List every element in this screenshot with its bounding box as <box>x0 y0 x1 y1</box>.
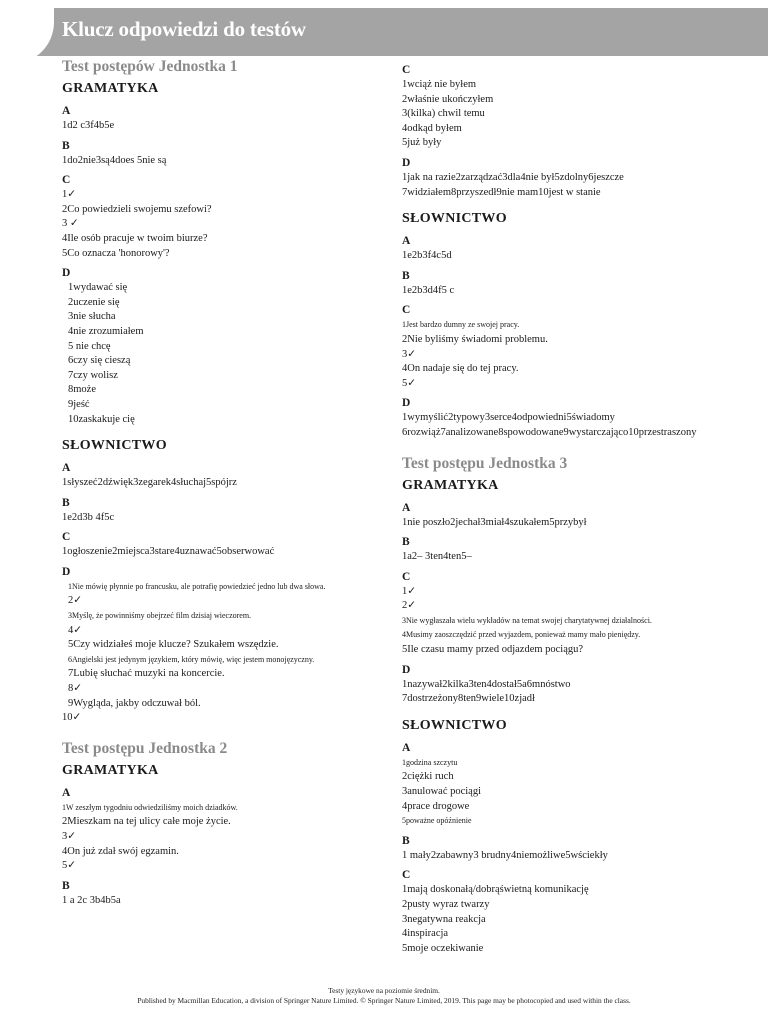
section <box>62 762 392 909</box>
exercise <box>402 235 742 264</box>
exercise-label: B <box>402 536 410 549</box>
answer-line: 6Angielski jest jedynym językiem, który mówię, więc jestem monojęzyczny. <box>68 654 315 664</box>
answer-line: 2Nie byliśmy świadomi problemu. <box>402 333 548 345</box>
section-title: SŁOWNICTWO <box>402 717 507 733</box>
exercise-label: B <box>402 269 410 282</box>
exercise-label: A <box>62 786 71 799</box>
test-title: Test postępów Jednostka 1 <box>62 58 238 75</box>
exercise <box>402 502 742 531</box>
answer-line: 5już były <box>402 137 442 149</box>
test-block <box>402 64 742 441</box>
answer-line: 4On już zdał swój egzamin. <box>62 845 179 857</box>
exercise-label: A <box>402 501 411 514</box>
answer-line: 1e2d3b 4f5c <box>62 511 115 523</box>
answer-line: 4inspiracja <box>402 928 449 940</box>
exercise-label: A <box>62 105 71 117</box>
exercise <box>402 270 742 299</box>
exercise-label: D <box>402 397 411 410</box>
test-spacer <box>402 441 742 455</box>
answer-line: 3 ✓ <box>62 218 79 230</box>
test-title: Test postępu Jednostka 3 <box>402 454 568 472</box>
section <box>402 717 742 957</box>
answer-line: 3✓ <box>62 831 77 842</box>
answer-line: 7widziałem8przyszedł9nie mam10jest w stanie <box>402 186 601 198</box>
answer-line: 1a2– 3ten4ten5– <box>402 551 472 563</box>
exercise <box>62 462 392 491</box>
answer-line: 2Co powiedzieli swojemu szefowi? <box>62 203 212 215</box>
exercise-label: D <box>402 663 411 676</box>
exercise-label: C <box>402 869 411 882</box>
answer-line: 3✓ <box>402 348 417 360</box>
exercise-label: B <box>62 879 70 892</box>
exercise <box>62 787 392 874</box>
exercise <box>402 664 742 707</box>
answer-line: 2uczenie się <box>68 296 120 308</box>
exercise-label: A <box>402 235 411 248</box>
footer-line-2: Published by Macmillan Education, a division of Springer Nature Limited. © Springer Nature Limited, 2019. This page may be photocopied and used within the class. <box>137 995 631 1005</box>
answer-line: 5poważne opóźnienie <box>402 816 472 826</box>
answer-line: 4On nadaje się do tej pracy. <box>402 363 519 375</box>
test-block <box>402 455 742 957</box>
answer-line: 1✓ <box>402 585 417 597</box>
answer-line: 8może <box>68 384 96 396</box>
answer-line: 4✓ <box>68 624 83 636</box>
test-block <box>62 740 392 909</box>
header-bar <box>0 8 768 56</box>
section <box>402 210 742 440</box>
answer-line: 2✓ <box>402 600 417 612</box>
answer-line: 9Wygląda, jakby odczuwał ból. <box>68 697 201 709</box>
answer-line: 5moje oczekiwanie <box>402 942 484 954</box>
answer-line: 4prace drogowe <box>402 800 470 812</box>
exercise <box>402 64 742 151</box>
exercise <box>402 835 742 864</box>
answer-line: 5✓ <box>62 860 77 872</box>
answer-line: 5Co oznacza 'honorowy'? <box>62 247 170 259</box>
answer-line: 6rozwiąż7analizowane8spowodowane9wystarczająco10przestraszony <box>402 426 697 438</box>
exercise-label: D <box>62 267 71 280</box>
exercise-label: D <box>402 156 411 169</box>
exercise-label: B <box>62 139 70 152</box>
exercise-label: A <box>402 741 411 754</box>
answer-line: 3anulować pociągi <box>402 786 482 798</box>
right-column <box>402 58 742 956</box>
answer-line: 1d2 c3f4b5e <box>62 120 115 131</box>
answer-line: 4nie zrozumiałem <box>68 325 144 337</box>
test-spacer <box>62 726 392 740</box>
answer-line: 1jak na razie2zarządzać3dla4nie był5zdolny6jeszcze <box>402 171 624 183</box>
section-title: GRAMATYKA <box>62 762 159 778</box>
answer-line: 10✓ <box>62 712 82 724</box>
exercise <box>62 566 392 726</box>
answer-line: 7Lubię słuchać muzyki na koncercie. <box>68 668 225 680</box>
exercise-label: C <box>402 304 411 317</box>
answer-line: 4Ile osób pracuje w twoim biurze? <box>62 232 208 244</box>
exercise-label: C <box>402 64 411 76</box>
answer-line: 5✓ <box>402 377 417 389</box>
answer-line: 1e2b3f4c5d <box>402 250 452 262</box>
answer-line: 1godzina szczytu <box>402 757 458 767</box>
answer-line: 7czy wolisz <box>68 369 118 381</box>
section <box>402 64 742 200</box>
answer-line: 1✓ <box>62 189 77 201</box>
section <box>402 477 742 707</box>
exercise <box>402 157 742 200</box>
answer-line: 2Mieszkam na tej ulicy całe moje życie. <box>62 816 231 828</box>
answer-line: 1wymyślić2typowy3serce4odpowiedni5świadomy <box>402 412 615 424</box>
answer-line: 4Musimy zaoszczędzić przed wyjazdem, ponieważ mamy mało pieniędzy. <box>402 630 641 640</box>
exercise-label: C <box>402 570 411 583</box>
answer-line: 1Jest bardzo dumny ze swojej pracy. <box>402 320 520 330</box>
answer-line: 6czy się cieszą <box>68 355 131 367</box>
exercise <box>402 571 742 658</box>
answer-line: 1mają doskonałą/dobrąświetną komunikację <box>402 884 589 896</box>
answer-line: 1wciąż nie byłem <box>402 79 477 90</box>
footer <box>0 986 768 1005</box>
exercise <box>62 497 392 526</box>
answer-line: 3(kilka) chwil temu <box>402 108 485 120</box>
answer-line: 1ogłoszenie2miejsca3stare4uznawać5obserwować <box>62 546 275 558</box>
exercise <box>402 869 742 956</box>
section <box>62 437 392 726</box>
answer-line: 1nazywał2kilka3ten4dostał5a6mnóstwo <box>402 678 571 690</box>
answer-line: 2✓ <box>68 595 83 607</box>
answer-line: 3Nie wygłaszała wielu wykładów na temat swojej charytatywnej działalności. <box>402 615 652 625</box>
header-tab-shape <box>0 0 54 64</box>
exercise <box>62 105 392 134</box>
answer-line: 2ciężki ruch <box>402 771 454 783</box>
page-title: Klucz odpowiedzi do testów <box>62 17 306 41</box>
test-title: Test postępu Jednostka 2 <box>62 739 228 757</box>
answer-line: 3negatywna reakcja <box>402 913 486 925</box>
section-title: GRAMATYKA <box>62 81 159 96</box>
section-title: SŁOWNICTWO <box>402 211 507 227</box>
answer-line: 2pusty wyraz twarzy <box>402 899 490 910</box>
answer-line: 7dostrzeżony8ten9wiele10zjadł <box>402 693 535 705</box>
test-block <box>62 58 392 726</box>
exercise <box>402 742 742 829</box>
section-title: SŁOWNICTWO <box>62 438 167 454</box>
exercise-label: C <box>62 531 71 544</box>
answer-line: 4odkąd byłem <box>402 122 462 134</box>
answer-line: 8✓ <box>68 683 83 695</box>
answer-line: 1 a 2c 3b4b5a <box>62 894 121 906</box>
exercise-label: D <box>62 565 71 578</box>
left-column <box>62 58 392 908</box>
answer-line: 9jeść <box>68 398 90 410</box>
footer-line-1: Testy językowe na poziomie średnim. <box>328 986 440 995</box>
exercise <box>62 174 392 261</box>
exercise-label: B <box>402 834 410 847</box>
answer-line: 3nie słucha <box>68 311 116 323</box>
answer-line: 1e2b3d4f5 c <box>402 284 455 296</box>
exercise-label: B <box>62 496 70 509</box>
exercise-label: A <box>62 462 71 475</box>
answer-line: 1nie poszło2jechał3miał4szukałem5przybył <box>402 516 587 528</box>
exercise <box>62 140 392 169</box>
answer-line: 1słyszeć2dźwięk3zegarek4słuchaj5spójrz <box>62 477 237 489</box>
exercise <box>402 397 742 440</box>
section <box>62 80 392 427</box>
answer-line: 1do2nie3są4does 5nie są <box>62 154 167 166</box>
answer-line: 5 nie chcę <box>68 340 111 352</box>
exercise <box>402 304 742 391</box>
answer-line: 1W zeszłym tygodniu odwiedziliśmy moich dziadków. <box>62 802 238 812</box>
answer-line: 1Nie mówię płynnie po francusku, ale potrafię powiedzieć jedno lub dwa słowa. <box>68 581 326 591</box>
exercise <box>62 880 392 909</box>
answer-line: 1wydawać się <box>68 282 128 294</box>
answer-line: 5Ile czasu mamy przed odjazdem pociągu? <box>402 644 584 656</box>
section-title: GRAMATYKA <box>402 477 499 493</box>
exercise <box>62 531 392 560</box>
exercise <box>62 267 392 427</box>
answer-line: 2właśnie ukończyłem <box>402 93 494 105</box>
answer-line: 5Czy widziałeś moje klucze? Szukałem wszędzie. <box>68 639 279 651</box>
exercise-label: C <box>62 174 71 187</box>
answer-line: 3Myślę, że powinniśmy obejrzeć film dzisiaj wieczorem. <box>68 611 252 621</box>
answer-line: 10zaskakuje cię <box>68 413 135 425</box>
exercise <box>402 536 742 565</box>
answer-line: 1 mały2zabawny3 brudny4niemożliwe5wściekły <box>402 849 608 861</box>
